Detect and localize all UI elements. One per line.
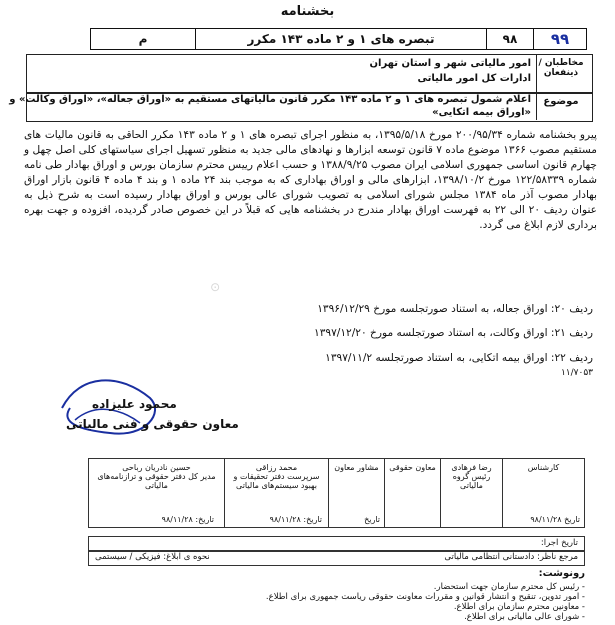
cc-item: - شورای عالی مالیاتی برای اطلاع.	[464, 612, 585, 622]
approval-cell: کارشناس تاریخ ۹۸/۱۱/۲۸	[502, 459, 584, 527]
subject-label: موضوع	[543, 96, 579, 107]
approval-cell: معاون حقوقی	[384, 459, 440, 527]
notification-method: نحوه ی ابلاغ: فیزیکی / سیستمی	[95, 552, 210, 562]
approval-cell: رضا فرهادی رئیس گروه مالیاتی	[440, 459, 502, 527]
cc-item: - امور تدوین، تنقیح و انتشار قوانین و مقررات معاونت حقوقی ریاست جمهوری برای اطلاع.	[265, 592, 585, 602]
approval-cell: حسین نادریان رباحی مدیر کل دفتر حقوقی و ترازنامه‌های مالیاتی تاریخ: ۹۸/۱۱/۲۸	[97, 463, 216, 524]
cc-item: - رئیس کل محترم سازمان جهت استحضار.	[433, 582, 585, 592]
signatory-name: محمود علیزاده	[92, 397, 177, 411]
approval-cell: محمد رزاقی سرپرست دفتر تحقیقات و بهبود سیستم‌های مالیاتی تاریخ: ۹۸/۱۱/۲۸	[224, 459, 328, 527]
number-b: ۹۹	[533, 29, 586, 49]
addressee-label: مخاطبان / ذینفعان	[538, 58, 584, 78]
header-row	[90, 28, 587, 50]
item-21: ردیف ۲۱: اوراق وکالت، به استناد صورتجلسه مورخ ۱۳۹۷/۱۲/۲۰	[314, 327, 593, 339]
footer-row-2	[88, 550, 585, 566]
signatory-title: معاون حقوقی و فنی مالیاتی	[66, 417, 239, 431]
cc-title: رونوشت:	[538, 568, 585, 579]
subject-line-2: «اوراق بیمه اتکایی»	[432, 107, 531, 118]
number-a: ۹۸	[486, 29, 533, 49]
document-title: بخشنامه	[280, 4, 335, 19]
supervisory-reference: مرجع ناظر: دادستانی انتظامی مالیاتی	[444, 552, 578, 562]
execution-date: تاریخ اجرا:	[540, 538, 578, 548]
header-subject: تبصره های ۱ و ۲ ماده ۱۴۳ مکرر	[195, 29, 486, 49]
approval-cell: مشاور معاون تاریخ	[328, 459, 384, 527]
addressee-line-2: ادارات کل امور مالیاتی	[417, 73, 531, 84]
watermark-stamp: ⊙	[207, 278, 223, 296]
item-22: ردیف ۲۲: اوراق بیمه اتکایی، به استناد صورتجلسه ۱۳۹۷/۱۱/۲	[325, 352, 593, 364]
reference-code: ۱۱/۷۰۵۳	[560, 368, 593, 378]
addressee-line-1: امور مالیاتی شهر و استان تهران	[369, 58, 531, 69]
approvals-table	[88, 458, 585, 528]
cc-item: - معاونین محترم سازمان برای اطلاع.	[453, 602, 585, 612]
item-20: ردیف ۲۰: اوراق جعاله، به استناد صورتجلسه مورخ ۱۳۹۶/۱۲/۲۹	[317, 303, 593, 315]
subject-line-1: اعلام شمول تبصره های ۱ و ۲ ماده ۱۴۳ مکرر قانون مالیاتهای مستقیم به «اوراق جعاله»، «اوراق وکالت» و	[9, 94, 531, 105]
body-paragraph: پیرو بخشنامه شماره ۲۰۰/۹۵/۳۴ مورخ ۱۳۹۵/۵/۱۸، به منظور اجرای تبصره های ۱ و ۲ ماده ۱۴۳ مکرر الحاقی به قانون مالیات های مستقیم مصوب ۱۳۶۶ موضوع ماده ۷ قانون توسعه ابزارها و نهادهای مالی جدید به منظور تسهیل اجرای سیاستهای کلی اصل چهل و چهارم قانون اساسی جمهوری اسلامی ایران مصوب ۱۳۸۸/۹/۲۵ و حسب اعلام رییس محترم سازمان بورس و اوراق بهادار طی نامه شماره ۱۲۲/۵۸۳۳۹ مورخ ۱۳۹۸/۱۰/۲، ابزارهای مالی و اوراق بهاداری که به موجب بند ۲۴ ماده ۱ و بند ۴ ماده ۴ قانون بازار اوراق بهادار مصوب آذر ماه ۱۳۸۴ مجلس شورای اسلامی به تصویب شورای عالی بورس و اوراق بهادار رسیده است به شرح ذیل به عنوان ردیف ۲۰ الی ۲۲ به فهرست اوراق بهادار مندرج در بخشنامه هایی که قبلاً در این خصوص صادر گردیده، افزوده و جهت بهره برداری لازم ابلاغ می گردد.	[24, 129, 598, 231]
header-code: م	[138, 32, 148, 46]
